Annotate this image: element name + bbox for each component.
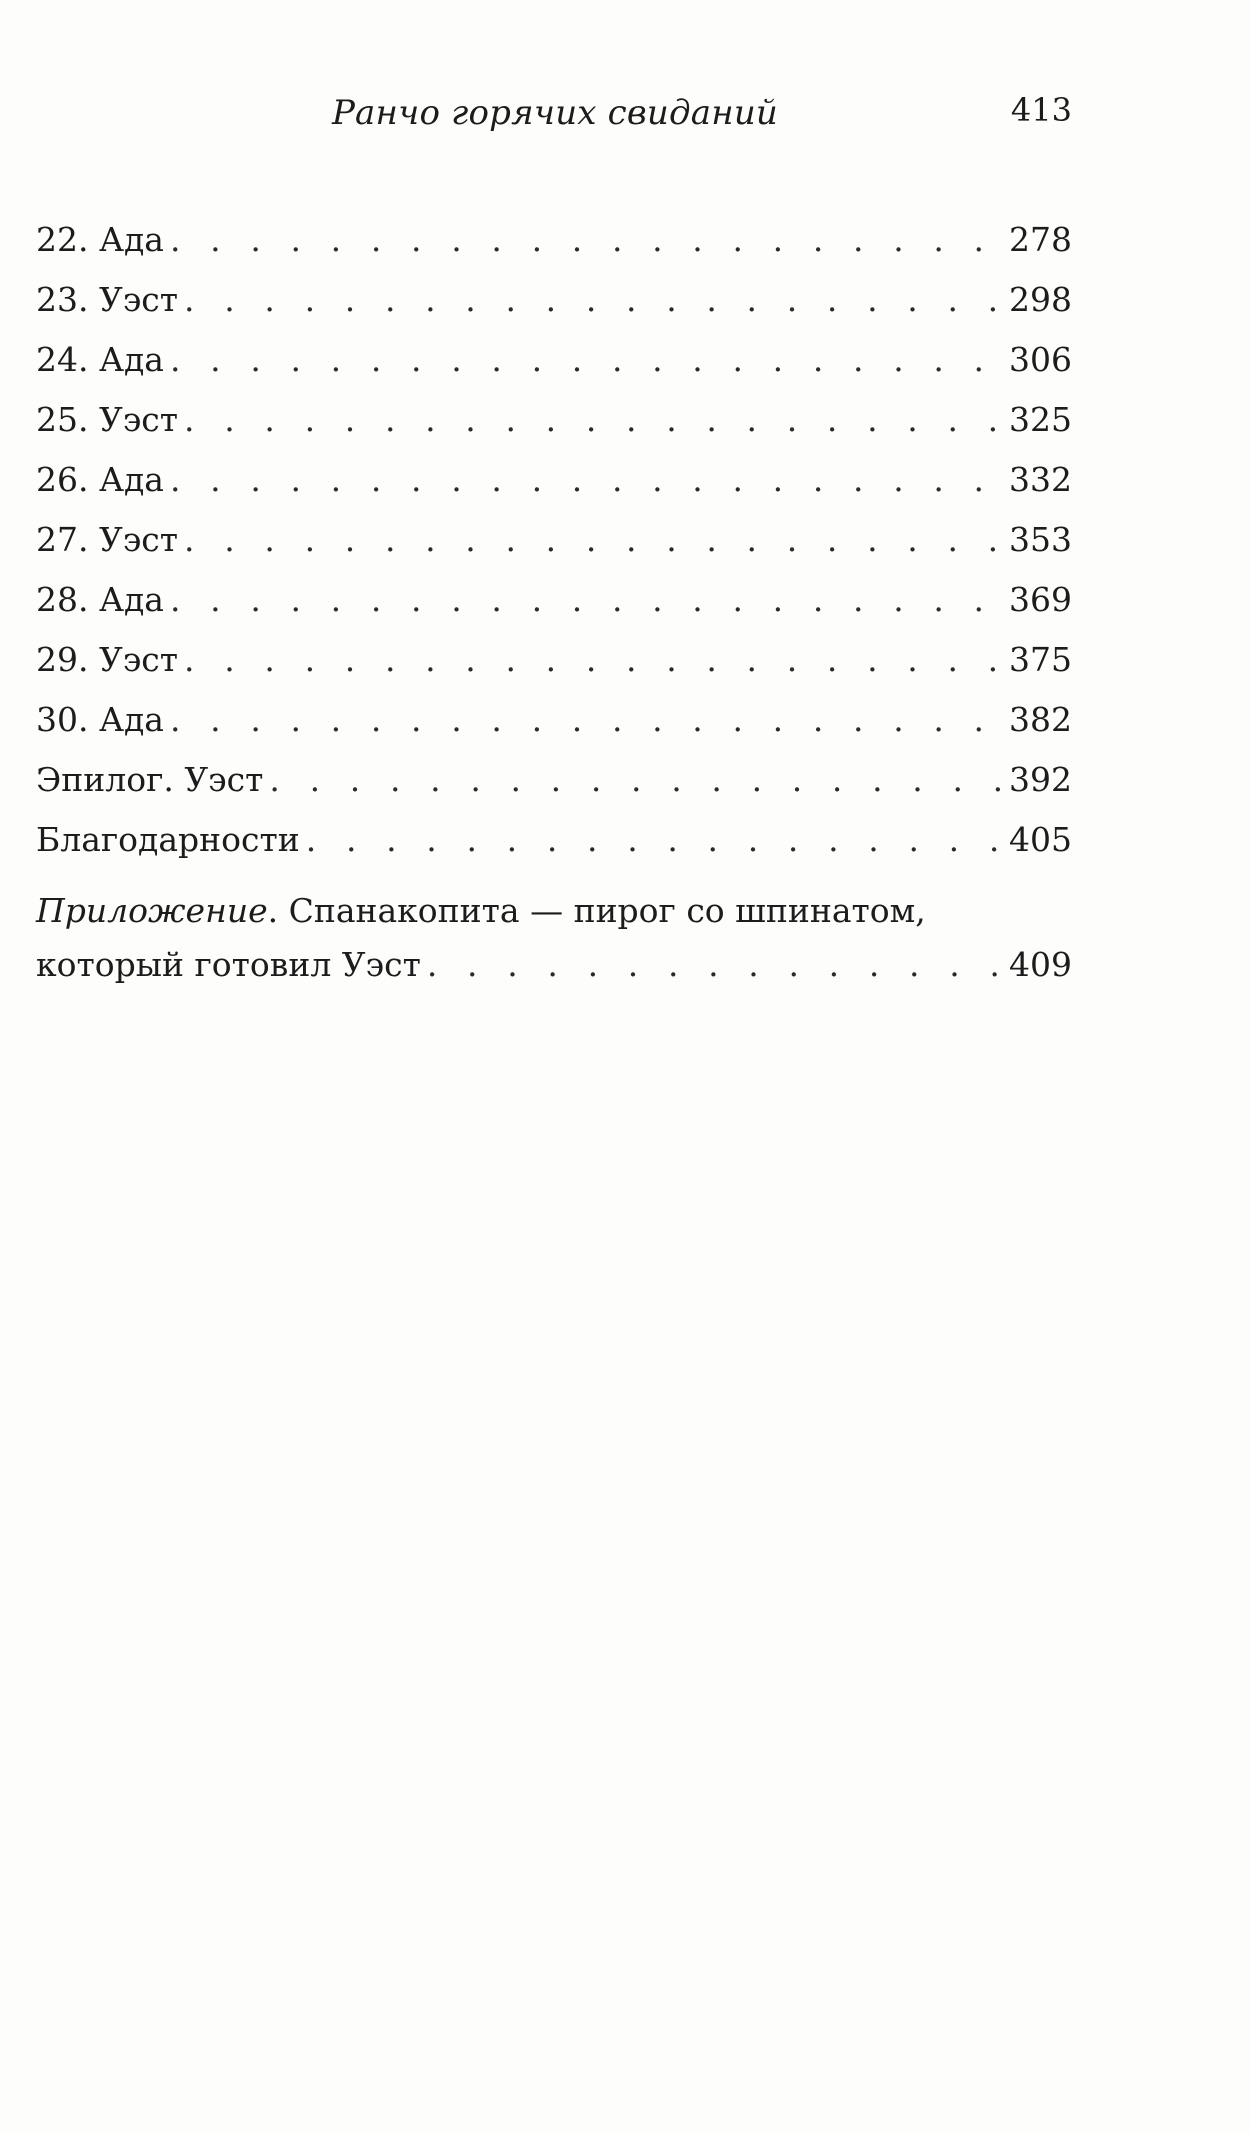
toc-entry-page: 353 — [1009, 520, 1072, 559]
toc-entry-page: 369 — [1009, 580, 1072, 619]
page-number: 413 — [1010, 91, 1072, 129]
toc-dot-leader — [170, 210, 1005, 270]
toc-appendix-line1 — [36, 884, 1072, 938]
running-head — [40, 88, 1070, 138]
toc-appendix-line2 — [36, 938, 1072, 992]
toc-dot-leader — [184, 270, 1005, 330]
toc-entry — [36, 270, 1072, 330]
toc-appendix-prefix: Приложение — [36, 891, 268, 930]
toc-entry-label: 27. Уэст — [36, 520, 179, 559]
toc-dot-leader — [170, 450, 1005, 510]
toc-entry-page: 325 — [1009, 400, 1072, 439]
toc-entry — [36, 570, 1072, 630]
toc-entry-label: 25. Уэст — [36, 400, 179, 439]
toc-dot-leader — [306, 810, 1005, 870]
toc-entry — [36, 810, 1072, 870]
toc-entry-page: 278 — [1009, 220, 1072, 259]
toc-entry-page: 409 — [1009, 945, 1072, 984]
toc-entry — [36, 510, 1072, 570]
toc-entry-page: 382 — [1009, 700, 1072, 739]
table-of-contents — [36, 210, 1072, 992]
toc-dot-leader — [170, 330, 1005, 390]
toc-entry — [36, 390, 1072, 450]
toc-entry-label: 23. Уэст — [36, 280, 179, 319]
running-title: Ранчо горячих свиданий — [331, 93, 779, 133]
toc-entry-label: 28. Ада — [36, 580, 164, 619]
toc-dot-leader — [184, 510, 1005, 570]
toc-entry-page: 332 — [1009, 460, 1072, 499]
toc-entry-page: 298 — [1009, 280, 1072, 319]
toc-entry-label: 30. Ада — [36, 700, 164, 739]
toc-dot-leader — [269, 750, 1005, 810]
toc-entry-label: Благодарности — [36, 820, 300, 859]
toc-appendix-title: . Спанакопита — пирог со шпинатом, — [267, 891, 926, 930]
toc-entry-label: Эпилог. Уэст — [36, 760, 264, 799]
toc-entry-page: 392 — [1009, 760, 1072, 799]
toc-entry — [36, 750, 1072, 810]
toc-dot-leader — [170, 570, 1005, 630]
toc-entry — [36, 330, 1072, 390]
toc-dot-leader — [184, 630, 1005, 690]
toc-entry-page: 405 — [1009, 820, 1072, 859]
toc-dot-leader — [170, 690, 1005, 750]
toc-entry-label: который готовил Уэст — [36, 945, 421, 984]
toc-entry-page: 375 — [1009, 640, 1072, 679]
toc-dot-leader — [184, 390, 1005, 450]
toc-dot-leader — [427, 938, 1005, 992]
toc-entry-label: 26. Ада — [36, 460, 164, 499]
toc-entry — [36, 450, 1072, 510]
toc-entry-label: 24. Ада — [36, 340, 164, 379]
toc-entry-label: 22. Ада — [36, 220, 164, 259]
toc-entry — [36, 210, 1072, 270]
toc-entry-page: 306 — [1009, 340, 1072, 379]
toc-entry — [36, 690, 1072, 750]
toc-entry — [36, 630, 1072, 690]
toc-entry-label: 29. Уэст — [36, 640, 179, 679]
